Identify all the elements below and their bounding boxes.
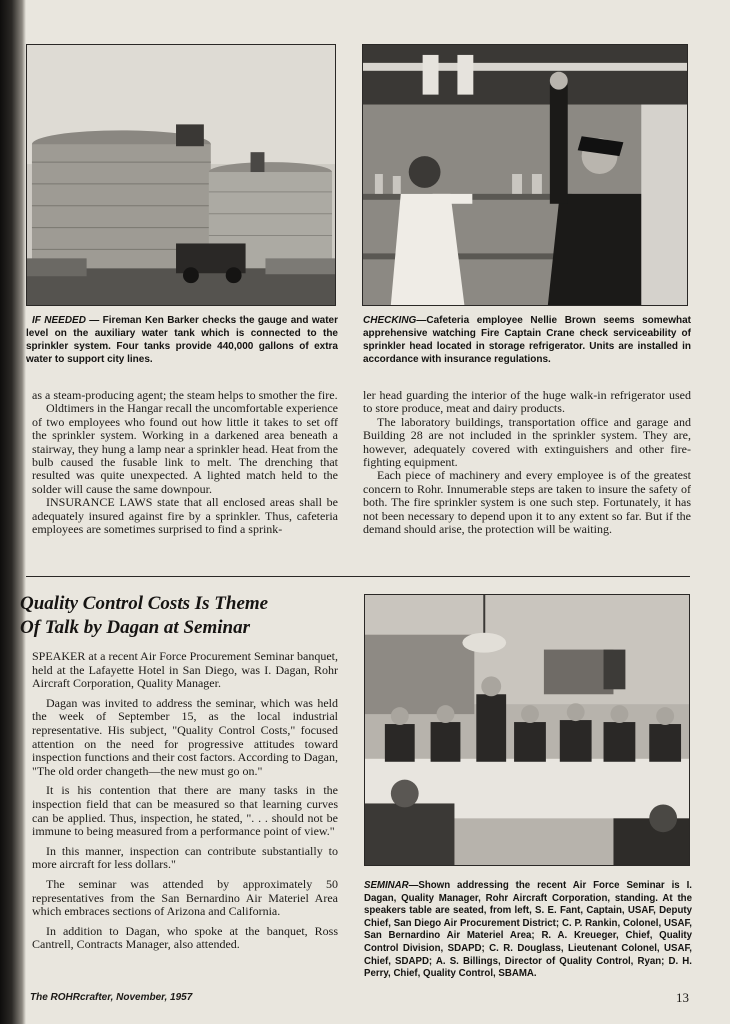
paragraph: Each piece of machinery and every employee is of the greatest concern to Rohr. Innumerable steps are taken to insure the safety of both. The fire sprinkler system is one such step. Fortunately, it has not been necessary to depend upon it to any extent so far. But if the demand should arise, the protection will be waiting. bbox=[363, 468, 691, 537]
paragraph: Dagan was invited to address the seminar, which was held the week of September 15, as the local industrial representative. His subject, "Quality Control Costs," focused attention on the need for progressive attitudes toward inspection functions and their cost factors. According to Dagan, "The old order changeth—the new must go on." bbox=[32, 695, 338, 778]
sprinkler-story-left-column bbox=[32, 389, 338, 536]
photo-seminar-banquet bbox=[364, 594, 690, 866]
seminar-story-column bbox=[32, 650, 338, 952]
paragraph: SPEAKER at a recent Air Force Procurement Seminar banquet, held at the Lafayette Hotel in San Diego, was I. Dagan, Rohr Aircraft Corporation, Quality Manager. bbox=[32, 649, 338, 691]
paragraph: as a steam-producing agent; the steam helps to smother the fire. bbox=[32, 388, 338, 402]
paragraph: INSURANCE LAWS state that all enclosed areas shall be adequately insured against fire by a sprinkler. Thus, cafeteria employees are sometimes surprised to find a sprink- bbox=[32, 495, 338, 537]
paragraph: It is his contention that there are many tasks in the inspection field that can be measured so that learning curves can be applied. Thus, inspection, he stated, ". . . should not be immune to being measured from a performance point of view." bbox=[32, 783, 338, 839]
caption-text: —Shown addressing the recent Air Force Seminar is I. Dagan, Quality Manager, Rohr Aircraft Corporation, standing. At the speakers table are seated, from left, S. E. Fant, Captain, USAF, Deputy Chief, San Diego Air Procurement District; C. P. Rankin, Colonel, USAF, San Bernardino Air Materiel Area; R. A. Kreueger, Chief, Quality Control Division, SDAPD; C. R. Douglass, Lieutenant Colonel, USAF, Chief, SDAPD; A. S. Billings, Director of Quality Control, Ryan; D. H. Perry, Chief, Quality Control, SBAMA. bbox=[364, 880, 692, 980]
sprinkler-story-right-column bbox=[363, 389, 691, 536]
caption-lead: IF NEEDED bbox=[32, 315, 86, 326]
photo-water-tanks bbox=[26, 44, 336, 306]
page-number: 13 bbox=[676, 990, 689, 1005]
photo-sprinkler-check bbox=[362, 44, 688, 306]
headline-line: Quality Control Costs Is Theme bbox=[20, 593, 269, 614]
paragraph: The laboratory buildings, transportation office and garage and Building 28 are not included in the sprinkler system. They are, however, adequately covered with extinguishers and other fire-fighting equipment. bbox=[363, 414, 691, 470]
paragraph: Oldtimers in the Hangar recall the uncomfortable experience of two employees who found out how little it takes to set off the sprinkler system. Working in a darkened area beneath a stairway, they hung a lamp near a sprinkler head. Heat from the bulb caused the fusable link to melt. The drenching that resulted was quite unexpected. A lighted match held to the solder will cause the same downpour. bbox=[32, 401, 338, 496]
caption-lead: CHECKING bbox=[363, 315, 417, 326]
seminar-headline bbox=[20, 592, 350, 640]
paragraph: ler head guarding the interior of the huge walk-in refrigerator used to store produce, meat and dairy products. bbox=[363, 388, 691, 416]
paragraph: The seminar was attended by approximately 50 representatives from the San Bernardino Air Materiel Area which embraces sections of Arizona and California. bbox=[32, 876, 338, 919]
binding-shadow bbox=[0, 0, 26, 1024]
caption-sprinkler-check bbox=[363, 314, 691, 366]
caption-text: — Fireman Ken Barker checks the gauge and water level on the auxiliary water tank which is connected to the sprinkler system. Four tanks provide 440,000 gallons of extra water to support city lines. bbox=[26, 315, 338, 365]
caption-seminar bbox=[364, 880, 692, 981]
paragraph: In addition to Dagan, who spoke at the banquet, Ross Cantrell, Contracts Manager, also attended. bbox=[32, 923, 338, 952]
section-divider bbox=[26, 576, 690, 577]
paragraph: In this manner, inspection can contribute substantially to more aircraft for less dollars." bbox=[32, 843, 338, 872]
caption-water-tanks bbox=[26, 314, 338, 366]
publication-footer: The ROHRcrafter, November, 1957 bbox=[30, 992, 193, 1003]
caption-text: —Cafeteria employee Nellie Brown seems somewhat apprehensive watching Fire Captain Crane check serviceability of sprinkler head located in storage refrigerator. Units are installed in accordance with insurance regulations. bbox=[363, 315, 691, 365]
headline-line: Of Talk by Dagan at Seminar bbox=[20, 617, 250, 638]
caption-lead: SEMINAR bbox=[364, 880, 409, 891]
